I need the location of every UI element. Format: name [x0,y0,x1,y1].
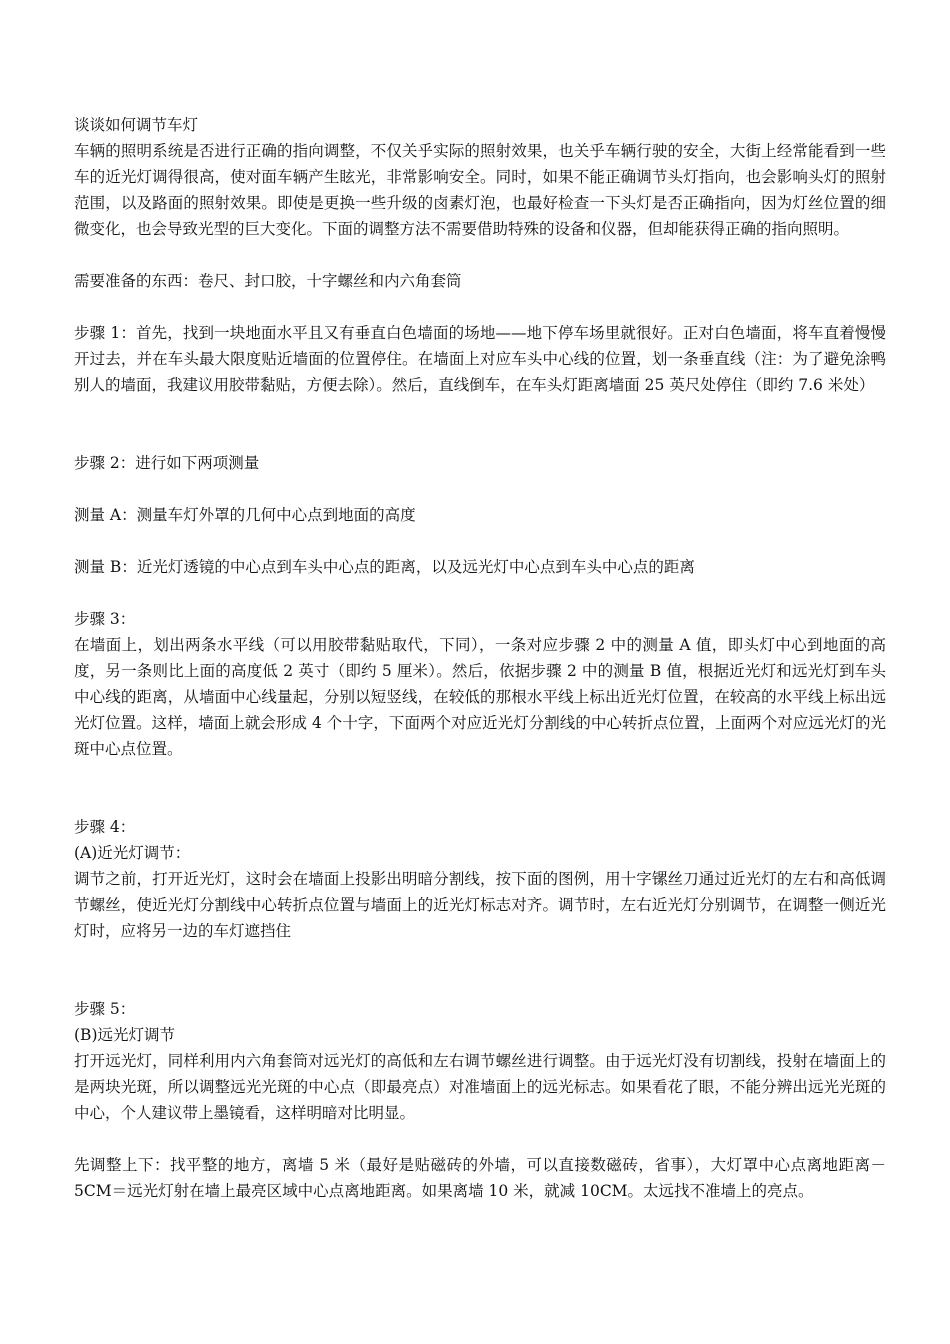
step3-paragraph: 在墙面上，划出两条水平线（可以用胶带黏贴取代，下同），一条对应步骤 2 中的测量 A 值，即头灯中心到地面的高度，另一条则比上面的高度低 2 英寸（即约 5 厘米）。然后，依据步骤 2 中的测量 B 值，根据近光灯和远光灯到车头中心线的距离，从墙面中心线量起，分别以短竖线，在较低的那根水平线上标出近光灯位置，在较高的水平线上标出远光灯位置。这样，墙面上就会形成 4 个十字，下面两个对应近光灯分割线的中心转折点位置，上面两个对应远光灯的光斑中心点位置。 [74,636,886,758]
step4-subheading: (A)近光灯调节： [74,844,191,862]
spacer [74,398,886,450]
step4-heading: 步骤 4： [74,818,136,836]
materials-paragraph: 需要准备的东西：卷尺、封口胶，十字螺丝和内六角套筒 [74,272,462,290]
spacer [74,580,886,606]
intro-paragraph: 车辆的照明系统是否进行正确的指向调整，不仅关乎实际的照射效果，也关乎车辆行驶的安全，大街上经常能看到一些车的近光灯调得很高，使对面车辆产生眩光，非常影响安全。同时，如果不能正确调节头灯指向，也会影响头灯的照射范围，以及路面的照射效果。即使是更换一些升级的卤素灯泡，也最好检查一下头灯是否正确指向，因为灯丝位置的细微变化，也会导致光型的巨大变化。下面的调整方法不需要借助特殊的设备和仪器，但却能获得正确的指向照明。 [74,142,886,238]
step4-paragraph: 调节之前，打开近光灯，这时会在墙面上投影出明暗分割线，按下面的图例，用十字镙丝刀通过近光灯的左右和高低调节螺丝，使近光灯分割线中心转折点位置与墙面上的近光灯标志对齐。调节时，左右近光灯分别调节，在调整一侧近光灯时，应将另一边的车灯遮挡住 [74,870,886,940]
step5-heading: 步骤 5： [74,1000,136,1018]
step5-subheading: (B)远光灯调节 [74,1026,175,1044]
final-paragraph: 先调整上下：找平整的地方，离墙 5 米（最好是贴磁砖的外墙，可以直接数磁砖，省事），大灯罩中心点离地距离－5CM＝远光灯射在墙上最亮区域中心点离地距离。如果离墙 10 米，就减 10CM。太远找不准墙上的亮点。 [74,1156,886,1200]
spacer [74,528,886,554]
step5-paragraph: 打开远光灯，同样利用内六角套筒对远光灯的高低和左右调节螺丝进行调整。由于远光灯没有切割线，投射在墙面上的是两块光斑，所以调整远光光斑的中心点（即最亮点）对准墙面上的远光标志。如果看花了眼，不能分辨出远光光斑的中心，个人建议带上墨镜看，这样明暗对比明显。 [74,1052,886,1122]
measure-b-paragraph: 测量 B：近光灯透镜的中心点到车头中心点的距离，以及远光灯中心点到车头中心点的距离 [74,558,695,576]
document-title: 谈谈如何调节车灯 [74,116,199,134]
spacer [74,944,886,996]
spacer [74,294,886,320]
step1-paragraph: 步骤 1：首先，找到一块地面水平且又有垂直白色墙面的场地——地下停车场里就很好。正对白色墙面，将车直着慢慢开过去，并在车头最大限度贴近墙面的位置停住。在墙面上对应车头中心线的位置，划一条垂直线（注：为了避免涂鸭别人的墙面，我建议用胶带黏贴，方便去除）。然后，直线倒车，在车头灯距离墙面 25 英尺处停住（即约 7.6 米处） [74,324,886,394]
document-page [74,112,886,1204]
measure-a-paragraph: 测量 A：测量车灯外罩的几何中心点到地面的高度 [74,506,416,524]
spacer [74,476,886,502]
spacer [74,762,886,814]
step3-heading: 步骤 3： [74,610,136,628]
step2-heading: 步骤 2：进行如下两项测量 [74,454,260,472]
spacer [74,1126,886,1152]
spacer [74,242,886,268]
